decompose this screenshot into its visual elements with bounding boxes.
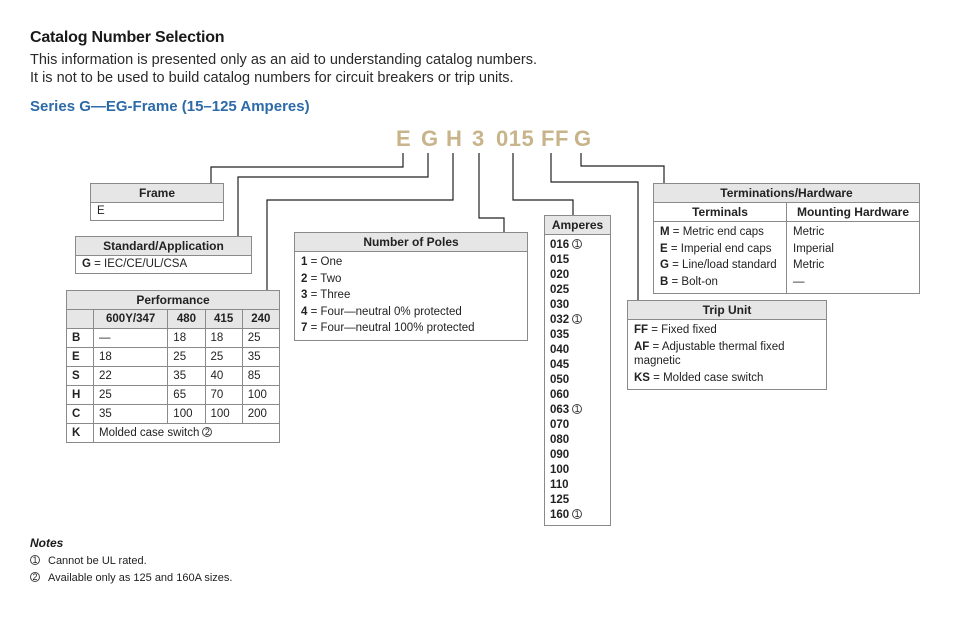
list-item: Metric <box>793 259 825 271</box>
terminations-box <box>653 183 920 294</box>
trip-header: Trip Unit <box>628 301 826 320</box>
switch-text: Molded case switch <box>99 427 200 439</box>
terminal-code: M <box>660 226 670 238</box>
terminal-text: = Metric end caps <box>669 226 764 238</box>
mounting-header: Mounting Hardware <box>787 203 919 222</box>
note-marker: 1 <box>572 509 582 519</box>
mounting-column <box>787 203 919 293</box>
terminals-column <box>654 203 787 293</box>
frame-header: Frame <box>91 184 223 203</box>
list-item <box>545 343 610 358</box>
pole-code: 2 <box>301 272 308 285</box>
ampere-value: 016 <box>550 239 570 251</box>
series-heading: Series G—EG-Frame (15–125 Amperes) <box>30 98 310 115</box>
table-row <box>67 329 280 348</box>
performance-col-header: 600Y/347 <box>94 310 168 329</box>
list-item <box>628 339 826 370</box>
table-row <box>67 367 280 386</box>
page-title: Catalog Number Selection <box>30 29 225 46</box>
trip-box <box>627 300 827 390</box>
performance-row-label: K <box>67 424 94 443</box>
table-cell: 35 <box>242 348 279 367</box>
table-cell: 70 <box>205 386 242 405</box>
list-item <box>654 257 786 274</box>
ampere-value: 015 <box>550 254 570 266</box>
list-item <box>654 274 786 291</box>
table-row <box>67 424 280 443</box>
performance-row-label: C <box>67 405 94 424</box>
list-item <box>545 493 610 508</box>
table-cell: 25 <box>205 348 242 367</box>
pole-code: 1 <box>301 256 308 268</box>
note-marker: 1 <box>572 314 582 324</box>
ampere-value: 045 <box>550 359 570 371</box>
pole-code: 3 <box>301 289 308 301</box>
note-marker: 1 <box>572 404 582 414</box>
table-cell: 65 <box>168 386 205 405</box>
performance-header: Performance <box>67 291 279 309</box>
note-item <box>30 555 147 567</box>
list-item <box>628 322 826 339</box>
ampere-value: 110 <box>550 479 569 491</box>
performance-column-headers <box>67 310 280 329</box>
ampere-value: 032 <box>550 314 570 326</box>
frame-value: E <box>97 205 105 217</box>
performance-col-header: 480 <box>168 310 205 329</box>
pole-text: = Two <box>307 272 342 285</box>
terminals-header: Terminals <box>654 203 786 222</box>
amperes-box <box>544 215 611 526</box>
table-cell: 85 <box>242 367 279 386</box>
list-item <box>545 238 610 253</box>
intro-line-2: It is not to be used to build catalog numbers for circuit breakers or trip units. <box>30 70 514 86</box>
code-performance: H <box>446 126 463 151</box>
list-item <box>295 320 527 337</box>
code-frame: E <box>396 126 412 151</box>
table-row <box>67 348 280 367</box>
ampere-value: 070 <box>550 419 570 431</box>
note-marker: 1 <box>572 239 582 249</box>
ampere-value: 050 <box>550 374 570 386</box>
list-item <box>295 271 527 288</box>
performance-row-label: B <box>67 329 94 348</box>
list-item <box>545 418 610 433</box>
table-cell: 25 <box>94 386 168 405</box>
list-item <box>545 463 610 478</box>
list-item <box>545 253 610 268</box>
ampere-value: 040 <box>550 344 570 356</box>
frame-box <box>90 183 224 221</box>
table-cell: 18 <box>168 329 205 348</box>
amperes-header: Amperes <box>545 216 610 235</box>
terminations-header: Terminations/Hardware <box>654 184 919 203</box>
table-cell: 25 <box>168 348 205 367</box>
trip-code: FF <box>634 324 649 336</box>
list-item <box>545 283 610 298</box>
note-item <box>30 572 232 584</box>
connector-terminations <box>581 153 664 183</box>
list-item <box>545 448 610 463</box>
ampere-value: 090 <box>550 449 570 461</box>
trip-code: AF <box>634 340 650 353</box>
list-item: Imperial <box>793 242 834 255</box>
notes-title: Notes <box>30 536 64 550</box>
ampere-value: 060 <box>550 389 570 401</box>
table-cell: 200 <box>242 405 279 424</box>
note-marker: 2 <box>202 427 212 437</box>
connector-poles <box>479 153 504 232</box>
list-item <box>545 508 610 523</box>
terminal-text: = Bolt-on <box>668 275 718 288</box>
terminations-columns <box>654 203 919 293</box>
code-terminations: G <box>574 126 592 151</box>
table-cell: 18 <box>94 348 168 367</box>
code-amperes: 015 <box>496 126 535 151</box>
list-item <box>628 370 826 387</box>
list-item <box>545 268 610 283</box>
code-standard: G <box>421 126 439 151</box>
performance-col-header: 240 <box>242 310 279 329</box>
note-text: Cannot be UL rated. <box>48 555 147 567</box>
intro-line-1: This information is presented only as an aid to understanding catalog numbers. <box>30 52 537 68</box>
list-item: Metric <box>793 226 825 238</box>
pole-text: = Four—neutral 0% protected <box>307 305 462 318</box>
list-item <box>654 241 786 258</box>
table-cell: 100 <box>168 405 205 424</box>
ampere-value: 080 <box>550 434 570 446</box>
list-item <box>545 388 610 403</box>
code-trip: FF <box>541 126 569 151</box>
list-item <box>654 224 786 241</box>
table-cell: 35 <box>94 405 168 424</box>
performance-table <box>66 309 280 443</box>
code-poles: 3 <box>472 126 485 151</box>
performance-col-header: 415 <box>205 310 242 329</box>
note-marker: 1 <box>30 555 40 565</box>
list-item <box>545 358 610 373</box>
list-item <box>545 313 610 328</box>
pole-text: = One <box>307 256 343 268</box>
pole-code: 4 <box>301 305 308 318</box>
list-item: — <box>793 275 805 288</box>
poles-box <box>294 232 528 341</box>
standard-code: G <box>82 258 91 270</box>
note-marker: 2 <box>30 572 40 582</box>
mounting-list <box>787 222 919 293</box>
performance-box <box>66 290 280 443</box>
poles-list <box>295 252 527 340</box>
connector-frame <box>211 153 403 183</box>
trip-text: = Fixed fixed <box>648 324 717 336</box>
list-item <box>545 403 610 418</box>
ampere-value: 035 <box>550 329 570 341</box>
terminal-text: = Line/load standard <box>668 259 777 271</box>
ampere-value: 030 <box>550 299 570 311</box>
performance-row-label: E <box>67 348 94 367</box>
table-row <box>67 405 280 424</box>
performance-row-label: H <box>67 386 94 405</box>
list-item <box>295 304 527 321</box>
ampere-value: 020 <box>550 269 570 281</box>
standard-text: = IEC/CE/UL/CSA <box>90 258 188 270</box>
list-item <box>295 287 527 304</box>
trip-text: = Adjustable thermal fixed magnetic <box>634 340 785 367</box>
table-cell: 40 <box>205 367 242 386</box>
trip-text: = Molded case switch <box>649 371 764 384</box>
standard-header: Standard/Application <box>76 237 251 256</box>
pole-text: = Four—neutral 100% protected <box>307 322 475 334</box>
table-cell: 100 <box>242 386 279 405</box>
terminal-code: E <box>660 242 668 255</box>
table-cell <box>94 424 280 443</box>
standard-box <box>75 236 252 274</box>
list-item <box>545 328 610 343</box>
performance-corner <box>67 310 94 329</box>
performance-row-label: S <box>67 367 94 386</box>
amperes-list <box>545 235 610 525</box>
pole-text: = Three <box>307 289 351 301</box>
ampere-value: 025 <box>550 284 570 296</box>
terminal-text: = Imperial end caps <box>667 242 772 255</box>
poles-header: Number of Poles <box>295 233 527 252</box>
trip-list <box>628 320 826 389</box>
note-text: Available only as 125 and 160A sizes. <box>48 572 233 584</box>
ampere-value: 160 <box>550 509 570 521</box>
list-item <box>545 298 610 313</box>
table-cell: 18 <box>205 329 242 348</box>
standard-row <box>76 256 251 273</box>
ampere-value: 125 <box>550 494 570 506</box>
table-row <box>67 386 280 405</box>
terminal-code: G <box>660 259 669 271</box>
table-cell: 22 <box>94 367 168 386</box>
terminal-code: B <box>660 275 669 288</box>
table-cell: 25 <box>242 329 279 348</box>
trip-code: KS <box>634 371 650 384</box>
list-item <box>545 478 610 493</box>
list-item <box>295 254 527 271</box>
ampere-value: 063 <box>550 404 570 416</box>
terminals-list <box>654 222 786 293</box>
pole-code: 7 <box>301 322 308 334</box>
table-cell: 100 <box>205 405 242 424</box>
connector-amperes <box>513 153 573 215</box>
table-cell: — <box>94 329 168 348</box>
table-cell: 35 <box>168 367 205 386</box>
list-item <box>545 433 610 448</box>
ampere-value: 100 <box>550 464 570 476</box>
list-item <box>545 373 610 388</box>
